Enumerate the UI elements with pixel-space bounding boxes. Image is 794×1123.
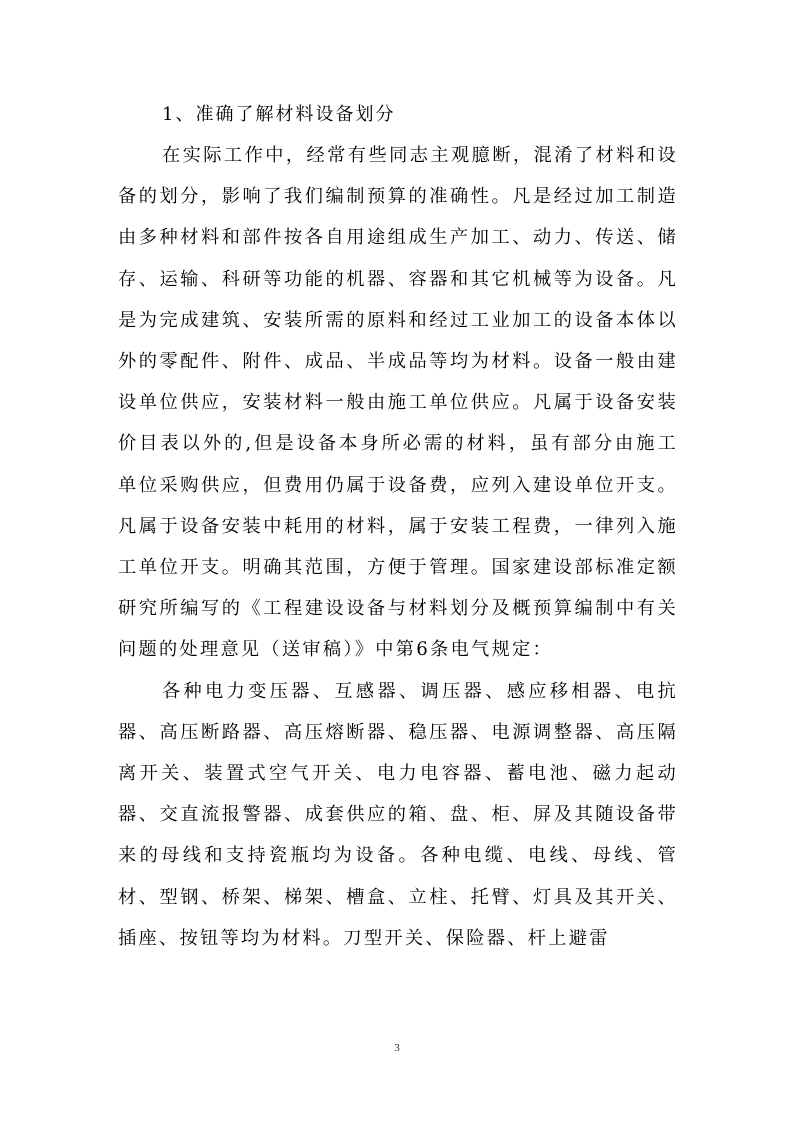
paragraph-2: 各种电力变压器、互感器、调压器、感应移相器、电抗器、高压断路器、高压熔断器、稳压器、电源调整器、高压隔离开关、装置式空气开关、电力电容器、蓄电池、磁力起动器、交直流报警器、成套供应的箱、盘、柜、屏及其随设备带来的母线和支持瓷瓶均为设备。各种电缆、电线、母线、管材、型钢、桥架、梯架、槽盒、立柱、托臂、灯具及其开关、插座、按钮等均为材料。刀型开关、保险器、杆上避雷: [118, 680, 678, 949]
paragraph-1: 在实际工作中，经常有些同志主观臆断，混淆了材料和设备的划分，影响了我们编制预算的准确性。凡是经过加工制造由多种材料和部件按各自用途组成生产加工、动力、传送、储存、运输、科研等功能的机器、容器和其它机械等为设备。凡是为完成建筑、安装所需的原料和经过工业加工的设备本体以外的零配件、附件、成品、半成品等均为材料。设备一般由建设单位供应，安装材料一般由施工单位供应。凡属于设备安装价目表以外的,但是设备本身所必需的材料，虽有部分由施工单位采购供应，但费用仍属于设备费，应列入建设单位开支。凡属于设备安装中耗用的材料，属于安装工程费，一律列入施工单位开支。明确其范围，方便于管理。国家建设部标准定额研究所编写的《工程建设设备与材料划分及概预算编制中有关问题的处理意见（送审稿）》中第6条电气规定：: [118, 145, 678, 661]
document-body: [118, 94, 678, 959]
section-heading: 1、准确了解材料设备划分: [162, 104, 396, 125]
page-number: 3: [394, 1042, 400, 1054]
